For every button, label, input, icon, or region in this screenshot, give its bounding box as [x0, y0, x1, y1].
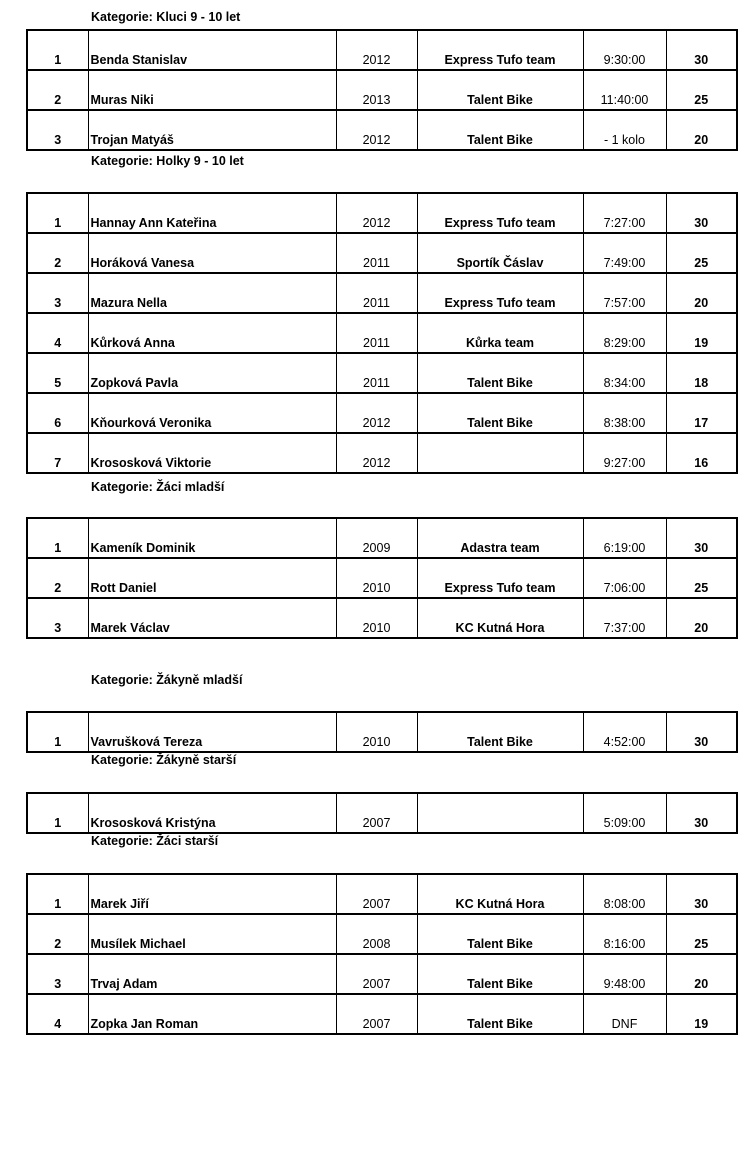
team-cell: Talent Bike: [417, 994, 583, 1034]
category-heading: Kategorie: Žáci starší: [91, 834, 219, 848]
rank-cell: 2: [27, 70, 88, 110]
table-row: [27, 558, 737, 598]
name-cell: Marek Václav: [88, 598, 336, 638]
points-cell: 20: [666, 598, 737, 638]
points-cell: 19: [666, 313, 737, 353]
time-cell: 5:09:00: [583, 793, 666, 833]
time-cell: 9:48:00: [583, 954, 666, 994]
team-cell: Talent Bike: [417, 914, 583, 954]
results-table: [26, 517, 738, 639]
points-cell: 30: [666, 30, 737, 70]
time-cell: 7:49:00: [583, 233, 666, 273]
year-cell: 2007: [336, 994, 417, 1034]
points-cell: 30: [666, 874, 737, 914]
team-cell: Sportík Čáslav: [417, 233, 583, 273]
table-row: [27, 70, 737, 110]
name-cell: Zopková Pavla: [88, 353, 336, 393]
time-cell: 8:16:00: [583, 914, 666, 954]
table-row: [27, 914, 737, 954]
team-cell: [417, 793, 583, 833]
category-heading: Kategorie: Žákyně mladší: [91, 673, 243, 687]
year-cell: 2011: [336, 273, 417, 313]
team-cell: Talent Bike: [417, 70, 583, 110]
time-cell: 8:34:00: [583, 353, 666, 393]
name-cell: Musílek Michael: [88, 914, 336, 954]
year-cell: 2007: [336, 793, 417, 833]
table-row: [27, 30, 737, 70]
team-cell: [417, 433, 583, 473]
table-row: [27, 193, 737, 233]
results-table: [26, 29, 738, 151]
rank-cell: 3: [27, 273, 88, 313]
name-cell: Rott Daniel: [88, 558, 336, 598]
points-cell: 20: [666, 273, 737, 313]
year-cell: 2007: [336, 954, 417, 994]
name-cell: Kameník Dominik: [88, 518, 336, 558]
rank-cell: 4: [27, 994, 88, 1034]
rank-cell: 4: [27, 313, 88, 353]
rank-cell: 3: [27, 598, 88, 638]
points-cell: 18: [666, 353, 737, 393]
time-cell: 9:30:00: [583, 30, 666, 70]
year-cell: 2013: [336, 70, 417, 110]
time-cell: 4:52:00: [583, 712, 666, 752]
year-cell: 2007: [336, 874, 417, 914]
category-heading: Kategorie: Žáci mladší: [91, 480, 225, 494]
name-cell: Horáková Vanesa: [88, 233, 336, 273]
year-cell: 2012: [336, 30, 417, 70]
name-cell: Muras Niki: [88, 70, 336, 110]
rank-cell: 3: [27, 954, 88, 994]
time-cell: 7:57:00: [583, 273, 666, 313]
team-cell: Express Tufo team: [417, 193, 583, 233]
rank-cell: 3: [27, 110, 88, 150]
time-cell: 11:40:00: [583, 70, 666, 110]
table-row: [27, 353, 737, 393]
year-cell: 2010: [336, 712, 417, 752]
table-row: [27, 994, 737, 1034]
points-cell: 25: [666, 70, 737, 110]
team-cell: Talent Bike: [417, 110, 583, 150]
year-cell: 2011: [336, 233, 417, 273]
points-cell: 20: [666, 954, 737, 994]
name-cell: Trvaj Adam: [88, 954, 336, 994]
table-row: [27, 233, 737, 273]
name-cell: Trojan Matyáš: [88, 110, 336, 150]
points-cell: 30: [666, 518, 737, 558]
team-cell: KC Kutná Hora: [417, 874, 583, 914]
rank-cell: 1: [27, 193, 88, 233]
time-cell: 7:06:00: [583, 558, 666, 598]
table-row: [27, 518, 737, 558]
name-cell: Krososková Kristýna: [88, 793, 336, 833]
rank-cell: 6: [27, 393, 88, 433]
category-heading: Kategorie: Holky 9 - 10 let: [91, 154, 244, 168]
team-cell: Express Tufo team: [417, 558, 583, 598]
rank-cell: 1: [27, 793, 88, 833]
table-row: [27, 273, 737, 313]
time-cell: 8:08:00: [583, 874, 666, 914]
time-cell: 7:37:00: [583, 598, 666, 638]
results-table: [26, 711, 738, 753]
year-cell: 2008: [336, 914, 417, 954]
results-table: [26, 192, 738, 474]
name-cell: Kůrková Anna: [88, 313, 336, 353]
category-heading: Kategorie: Žákyně starší: [91, 753, 237, 767]
year-cell: 2011: [336, 313, 417, 353]
team-cell: Adastra team: [417, 518, 583, 558]
table-row: [27, 712, 737, 752]
rank-cell: 1: [27, 874, 88, 914]
time-cell: 7:27:00: [583, 193, 666, 233]
team-cell: Talent Bike: [417, 353, 583, 393]
year-cell: 2010: [336, 598, 417, 638]
name-cell: Mazura Nella: [88, 273, 336, 313]
name-cell: Hannay Ann Kateřina: [88, 193, 336, 233]
time-cell: - 1 kolo: [583, 110, 666, 150]
points-cell: 30: [666, 712, 737, 752]
results-table: [26, 873, 738, 1035]
rank-cell: 2: [27, 914, 88, 954]
rank-cell: 2: [27, 558, 88, 598]
points-cell: 25: [666, 233, 737, 273]
points-cell: 30: [666, 193, 737, 233]
name-cell: Zopka Jan Roman: [88, 994, 336, 1034]
team-cell: Kůrka team: [417, 313, 583, 353]
rank-cell: 7: [27, 433, 88, 473]
year-cell: 2012: [336, 193, 417, 233]
team-cell: KC Kutná Hora: [417, 598, 583, 638]
table-row: [27, 598, 737, 638]
table-row: [27, 954, 737, 994]
name-cell: Marek Jiří: [88, 874, 336, 914]
table-row: [27, 874, 737, 914]
time-cell: DNF: [583, 994, 666, 1034]
results-table: [26, 792, 738, 834]
team-cell: Talent Bike: [417, 712, 583, 752]
time-cell: 9:27:00: [583, 433, 666, 473]
year-cell: 2010: [336, 558, 417, 598]
points-cell: 30: [666, 793, 737, 833]
category-heading: Kategorie: Kluci 9 - 10 let: [91, 10, 241, 24]
time-cell: 6:19:00: [583, 518, 666, 558]
team-cell: Express Tufo team: [417, 30, 583, 70]
points-cell: 17: [666, 393, 737, 433]
year-cell: 2012: [336, 393, 417, 433]
points-cell: 25: [666, 914, 737, 954]
rank-cell: 1: [27, 518, 88, 558]
year-cell: 2009: [336, 518, 417, 558]
points-cell: 25: [666, 558, 737, 598]
points-cell: 16: [666, 433, 737, 473]
table-row: [27, 313, 737, 353]
name-cell: Krososková Viktorie: [88, 433, 336, 473]
name-cell: Benda Stanislav: [88, 30, 336, 70]
rank-cell: 2: [27, 233, 88, 273]
year-cell: 2012: [336, 110, 417, 150]
table-row: [27, 393, 737, 433]
time-cell: 8:38:00: [583, 393, 666, 433]
points-cell: 19: [666, 994, 737, 1034]
team-cell: Talent Bike: [417, 954, 583, 994]
year-cell: 2011: [336, 353, 417, 393]
rank-cell: 1: [27, 30, 88, 70]
team-cell: Express Tufo team: [417, 273, 583, 313]
rank-cell: 1: [27, 712, 88, 752]
team-cell: Talent Bike: [417, 393, 583, 433]
name-cell: Kňourková Veronika: [88, 393, 336, 433]
points-cell: 20: [666, 110, 737, 150]
table-row: [27, 433, 737, 473]
name-cell: Vavrušková Tereza: [88, 712, 336, 752]
table-row: [27, 793, 737, 833]
table-row: [27, 110, 737, 150]
rank-cell: 5: [27, 353, 88, 393]
time-cell: 8:29:00: [583, 313, 666, 353]
year-cell: 2012: [336, 433, 417, 473]
